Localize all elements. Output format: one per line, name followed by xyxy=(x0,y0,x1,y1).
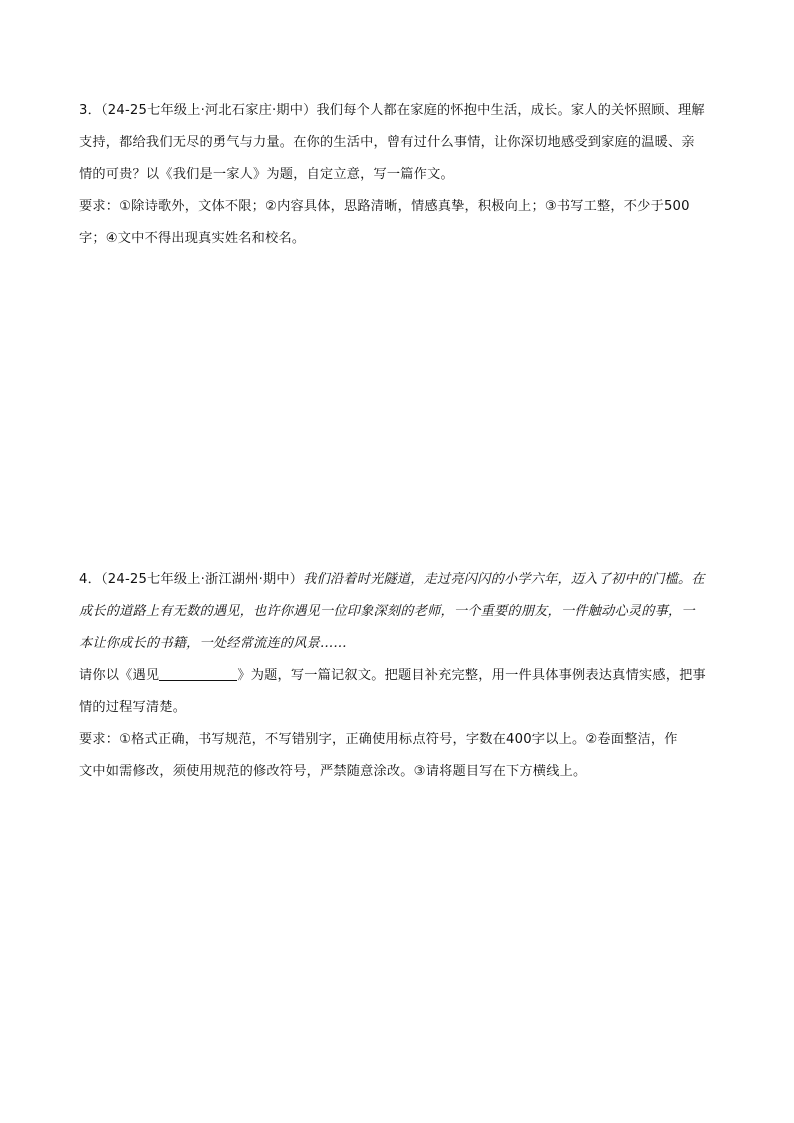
question-4-source: 4．（24-25七年级上·浙江湖州·期中） xyxy=(79,572,304,587)
question-3-line: 支持，都给我们无尽的勇气与力量。在你的生活中，曾有过什么事情，让你深切地感受到家庭的温暖、亲 xyxy=(79,135,695,150)
prompt-before-blank: 请你以《遇见 xyxy=(79,668,160,683)
question-4-passage: 成长的道路上有无数的遇见，也许你遇见一位印象深刻的老师，一个重要的朋友，一件触动心灵的事，一 xyxy=(79,604,695,619)
question-4 xyxy=(79,570,719,794)
question-3 xyxy=(79,101,719,261)
prompt-after-blank: 》为题，写一篇记叙文。把题目补充完整，用一件具体事例表达真情实感，把事 xyxy=(237,668,706,683)
title-blank xyxy=(159,666,237,681)
question-4-passage: 本让你成长的书籍，一处经常流连的风景…… xyxy=(79,636,347,651)
question-4-first-line xyxy=(79,570,719,602)
question-4-passage: 我们沿着时光隧道，走过亮闪闪的小学六年，迈入了初中的门槛。在 xyxy=(303,572,705,587)
question-4-requirement: 文中如需修改，须使用规范的修改符号，严禁随意涂改。③请将题目写在下方横线上。 xyxy=(79,764,587,779)
question-3-requirement: 字；④文中不得出现真实姓名和校名。 xyxy=(79,231,306,246)
question-3-requirement: 要求：①除诗歌外，文体不限；②内容具体，思路清晰，情感真挚，积极向上；③书写工整，不少于500 xyxy=(79,199,690,214)
question-4-prompt-line2: 情的过程写清楚。 xyxy=(79,700,187,715)
question-3-line: 情的可贵？以《我们是一家人》为题，自定立意，写一篇作文。 xyxy=(79,167,454,182)
question-4-prompt xyxy=(79,666,719,698)
question-4-requirement: 要求：①格式正确，书写规范，不写错别字，正确使用标点符号，字数在400字以上。②卷面整洁，作 xyxy=(79,732,678,747)
question-3-line: 3．（24-25七年级上·河北石家庄·期中）我们每个人都在家庭的怀抱中生活，成长。家人的关怀照顾、理解 xyxy=(79,103,705,118)
